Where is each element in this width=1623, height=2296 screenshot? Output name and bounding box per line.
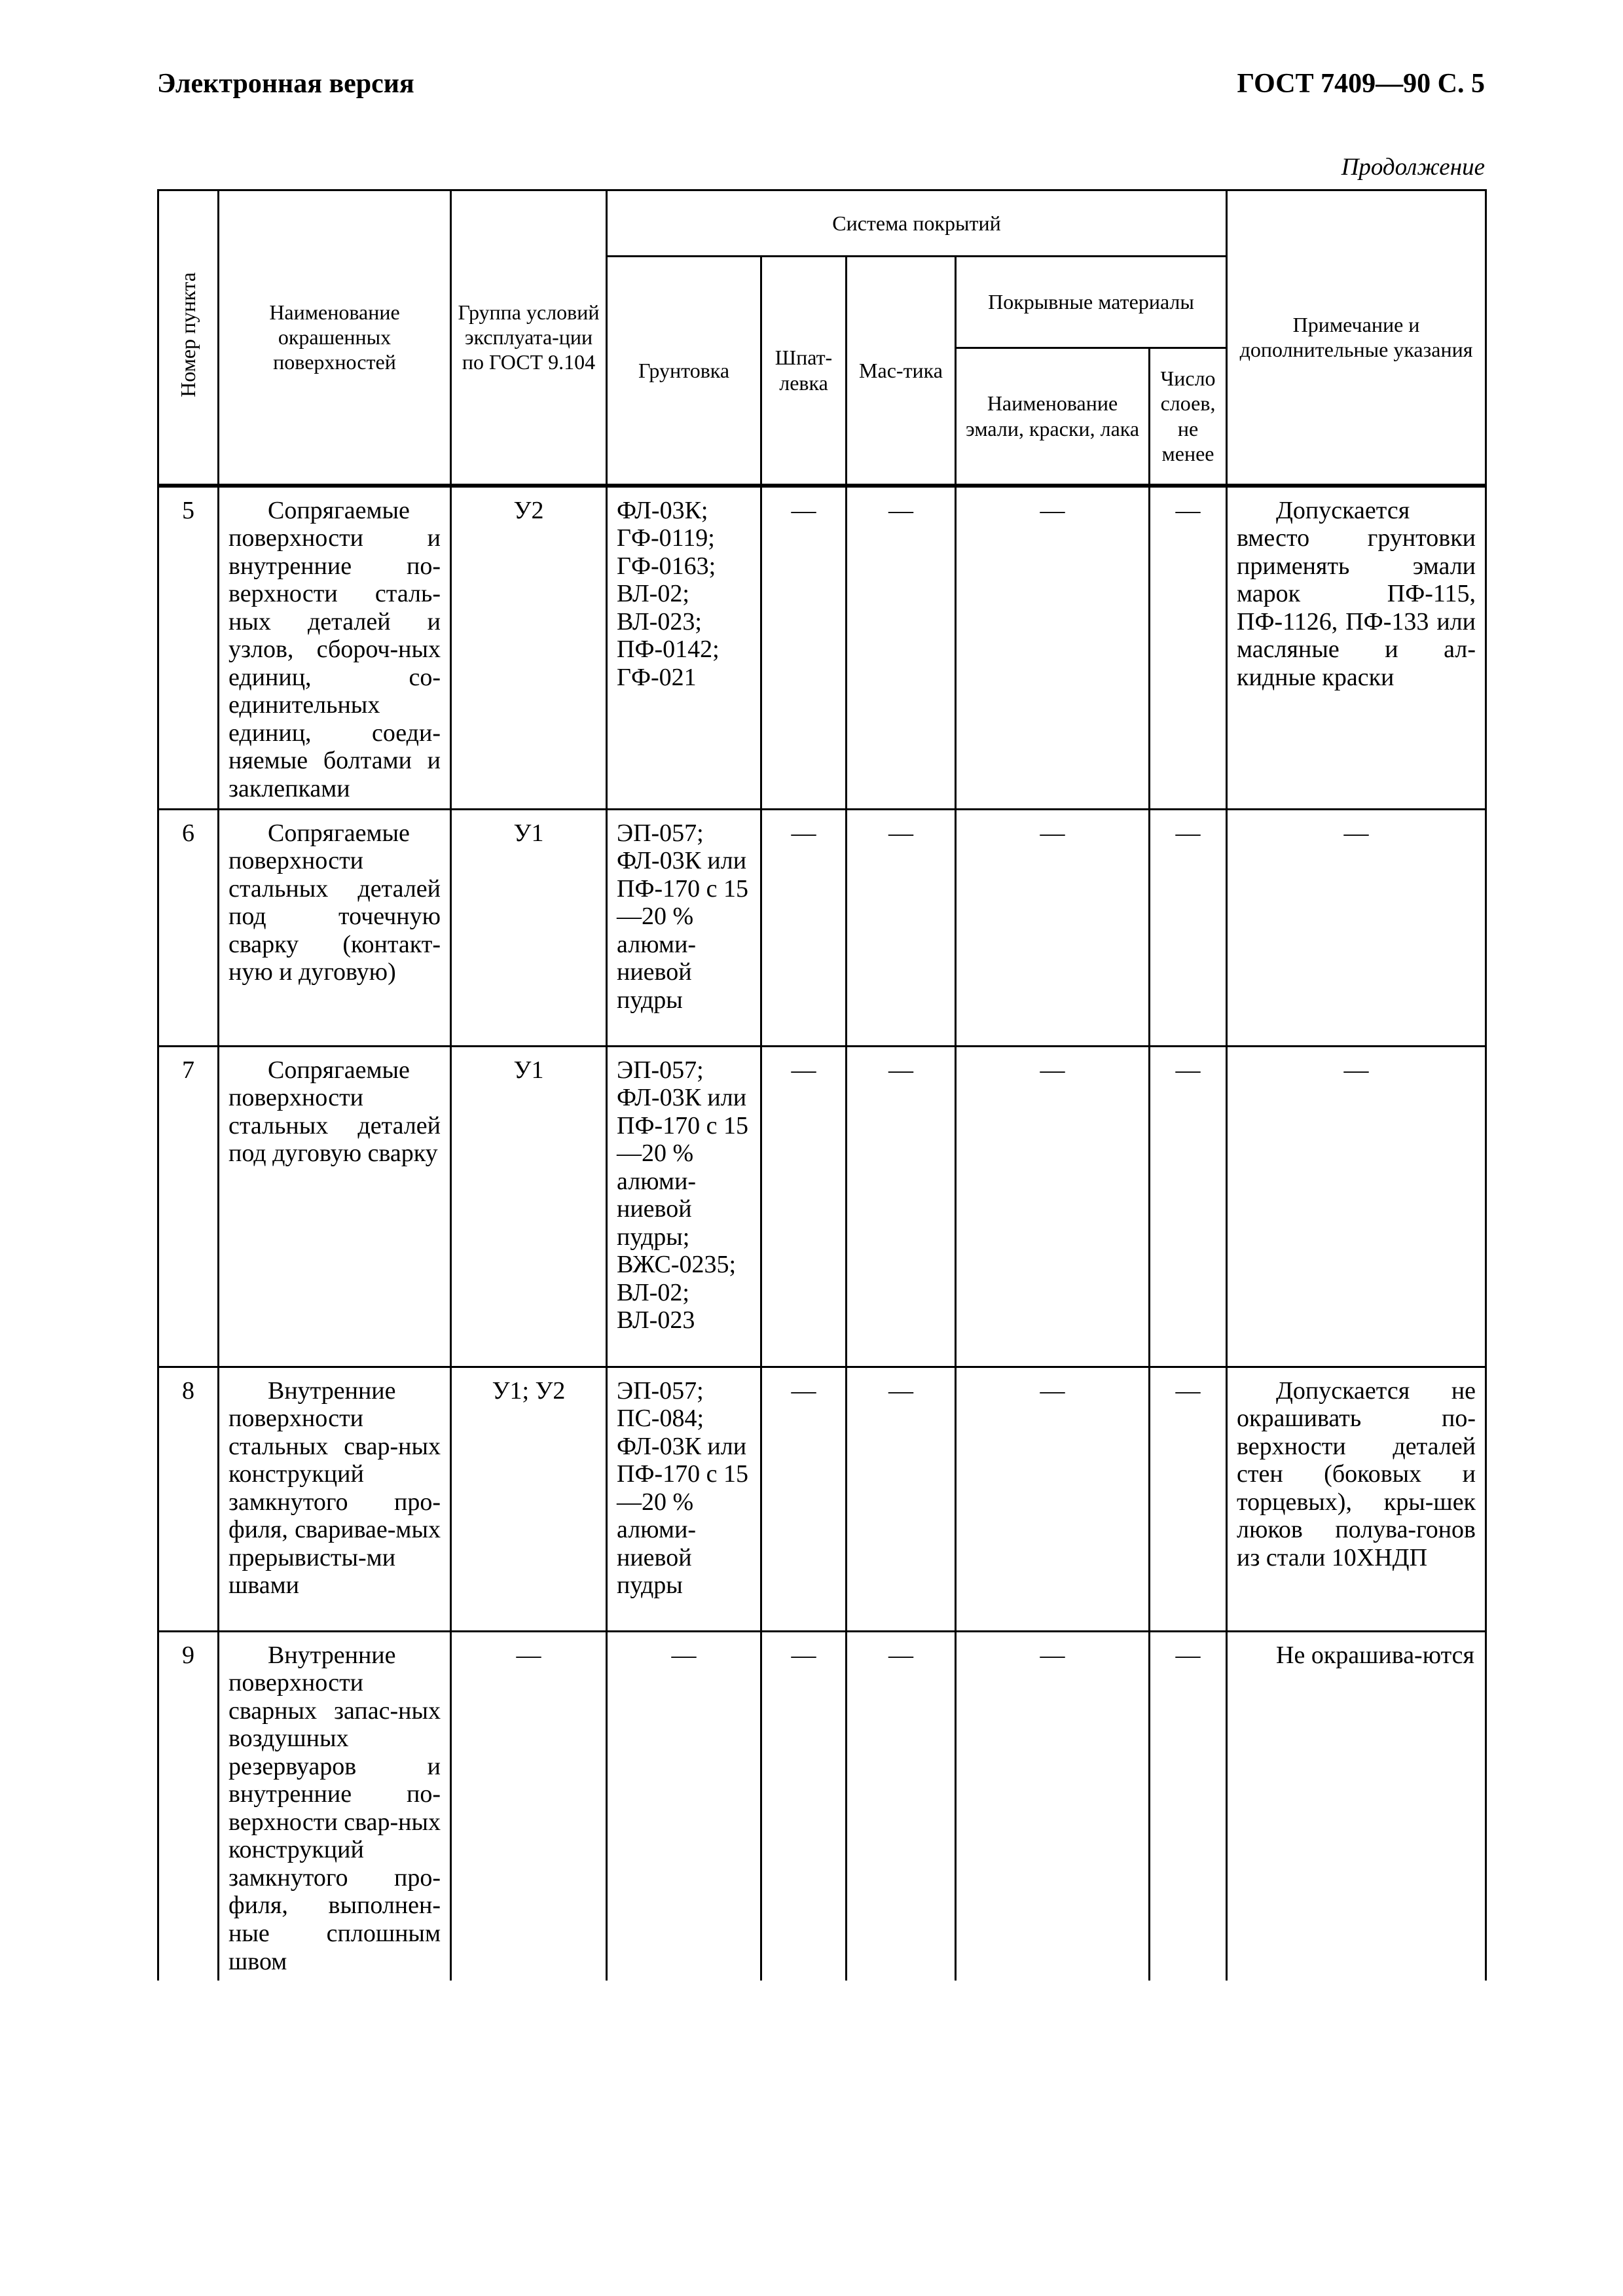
cell-coating-name: — [956, 1631, 1150, 1981]
col-header-coating-name: Наименование эмали, краски, лака [956, 348, 1150, 486]
cell-coating-name: — [956, 486, 1150, 810]
cell-number: 8 [158, 1367, 219, 1631]
col-header-operating-group: Группа условий эксплуата-ции по ГОСТ 9.104 [451, 190, 607, 486]
table-row [158, 809, 1486, 1046]
cell-surface-name: Сопрягаемые поверхности и внутренние по-верхности сталь-ных деталей и узлов, сбороч-ных единиц, со-единительных единиц, соеди-няемые болтами и заклепками [219, 486, 451, 810]
page-header-left: Электронная версия [157, 69, 414, 99]
cell-primer: ЭП-057; ФЛ-03К или ПФ-170 с 15—20 % алюми-ниевой пудры; ВЖС-0235; ВЛ-02; ВЛ-023 [607, 1046, 761, 1367]
cell-putty: — [761, 1367, 847, 1631]
cell-number: 6 [158, 809, 219, 1046]
cell-operating-group: У1 [451, 809, 607, 1046]
cell-notes: — [1227, 1046, 1486, 1367]
cell-coating-layers: — [1150, 1367, 1227, 1631]
cell-notes: Допускается вместо грунтовки применять эмали марок ПФ-115, ПФ-1126, ПФ-133 или масляные и ал-кидные краски [1227, 486, 1486, 810]
col-header-coating-layers: Число слоев, не менее [1150, 348, 1227, 486]
col-header-surface-name: Наименование окрашенных поверхностей [219, 190, 451, 486]
cell-operating-group: У1 [451, 1046, 607, 1367]
cell-operating-group: У2 [451, 486, 607, 810]
cell-mastic: — [847, 1631, 956, 1981]
cell-coating-name: — [956, 1367, 1150, 1631]
cell-notes: Допускается не окрашивать по-верхности деталей стен (боковых и торцевых), кры-шек люков полува-гонов из стали 10ХНДП [1227, 1367, 1486, 1631]
cell-primer: — [607, 1631, 761, 1981]
cell-surface-name: Сопрягаемые поверхности стальных деталей под точечную сварку (контакт-ную и дуговую) [219, 809, 451, 1046]
cell-primer: ЭП-057; ПС-084; ФЛ-03К или ПФ-170 с 15—20 % алюми-ниевой пудры [607, 1367, 761, 1631]
cell-number: 9 [158, 1631, 219, 1981]
cell-primer: ЭП-057; ФЛ-03К или ПФ-170 с 15—20 % алюми-ниевой пудры [607, 809, 761, 1046]
col-header-putty: Шпат-левка [761, 257, 847, 486]
cell-coating-layers: — [1150, 1046, 1227, 1367]
cell-number: 5 [158, 486, 219, 810]
coating-systems-table [157, 189, 1487, 1981]
cell-surface-name: Сопрягаемые поверхности стальных деталей под дуговую сварку [219, 1046, 451, 1367]
cell-mastic: — [847, 486, 956, 810]
page-header-right: ГОСТ 7409—90 С. 5 [1237, 69, 1485, 99]
col-header-coating-system: Система покрытий [607, 190, 1227, 257]
cell-operating-group: — [451, 1631, 607, 1981]
cell-mastic: — [847, 809, 956, 1046]
cell-number: 7 [158, 1046, 219, 1367]
cell-putty: — [761, 486, 847, 810]
cell-putty: — [761, 809, 847, 1046]
col-header-notes: Примечание и дополнительные указания [1227, 190, 1486, 486]
cell-putty: — [761, 1046, 847, 1367]
col-header-mastic: Мас-тика [847, 257, 956, 486]
cell-coating-name: — [956, 1046, 1150, 1367]
col-header-coating-materials: Покрывные материалы [956, 257, 1227, 348]
cell-putty: — [761, 1631, 847, 1981]
col-header-item-number: Номер пункта [158, 190, 219, 486]
cell-coating-layers: — [1150, 809, 1227, 1046]
cell-operating-group: У1; У2 [451, 1367, 607, 1631]
cell-notes: Не окрашива-ются [1227, 1631, 1486, 1981]
cell-primer: ФЛ-03К; ГФ-0119; ГФ-0163; ВЛ-02; ВЛ-023; ПФ-0142; ГФ-021 [607, 486, 761, 810]
cell-coating-name: — [956, 809, 1150, 1046]
cell-surface-name: Внутренние поверхности сварных запас-ных воздушных резервуаров и внутренние по-верхности свар-ных конструкций замкнутого про-филя, выполнен-ные сплошным швом [219, 1631, 451, 1981]
cell-surface-name: Внутренние поверхности стальных свар-ных конструкций замкнутого про-филя, сваривае-мых прерывисты-ми швами [219, 1367, 451, 1631]
cell-coating-layers: — [1150, 486, 1227, 810]
cell-notes: — [1227, 809, 1486, 1046]
cell-coating-layers: — [1150, 1631, 1227, 1981]
table-row [158, 1631, 1486, 1981]
cell-mastic: — [847, 1367, 956, 1631]
col-header-primer: Грунтовка [607, 257, 761, 486]
cell-mastic: — [847, 1046, 956, 1367]
table-row [158, 486, 1486, 810]
continuation-label: Продолжение [1341, 154, 1485, 181]
table-row [158, 1367, 1486, 1631]
table-row [158, 1046, 1486, 1367]
